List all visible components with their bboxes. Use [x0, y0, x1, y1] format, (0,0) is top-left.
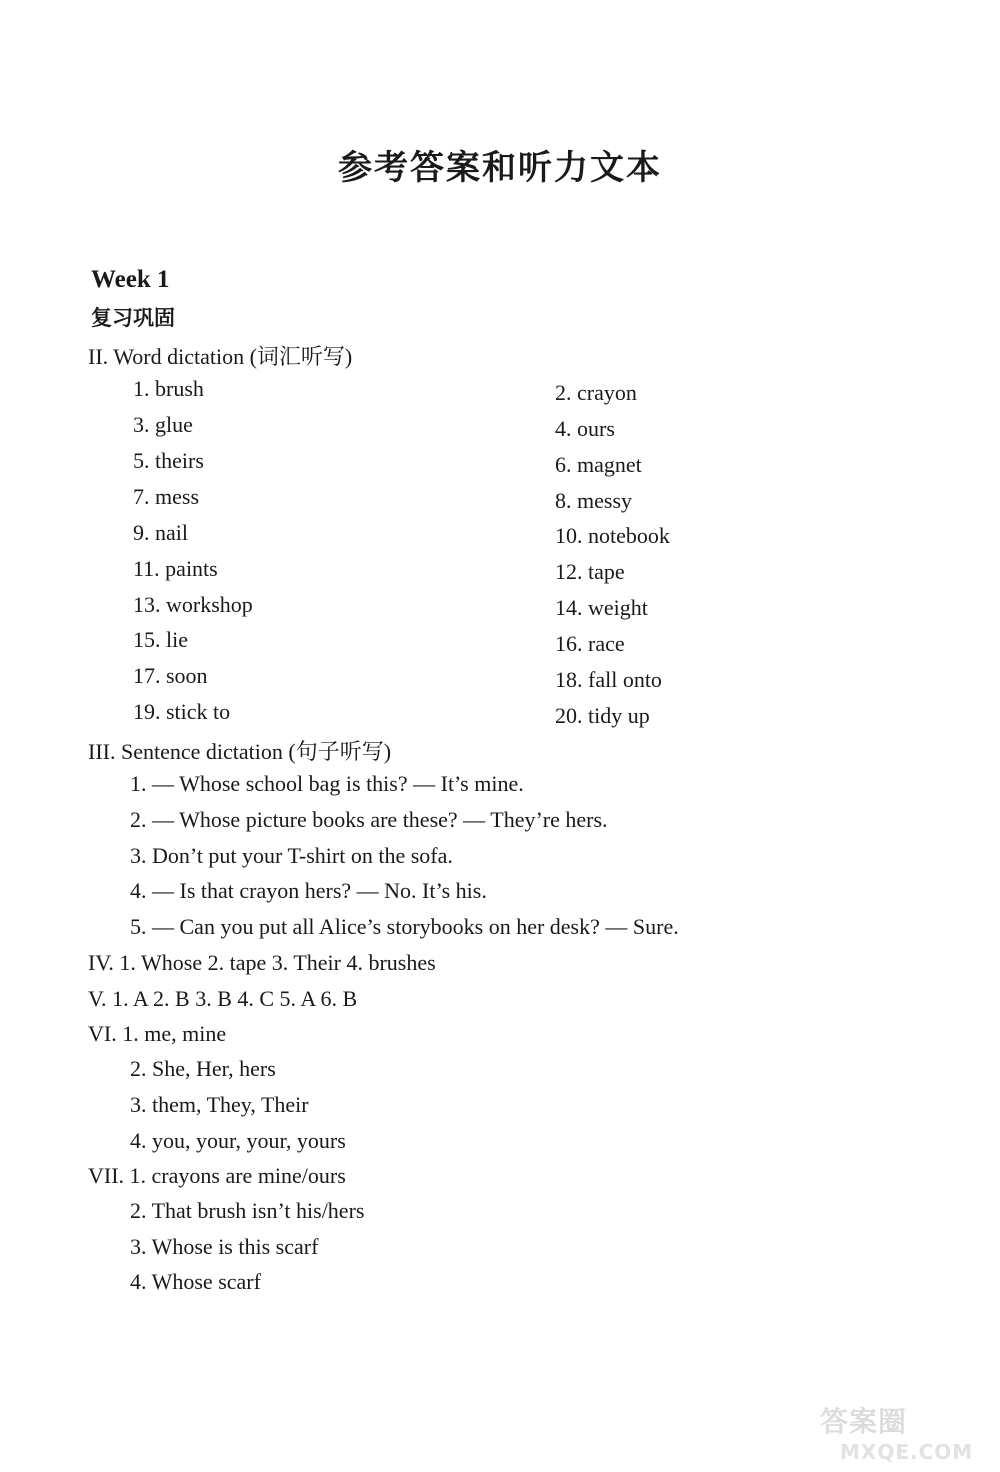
review-heading: 复习巩固 [91, 306, 175, 330]
watermark-url: MXQE.COM [840, 1440, 974, 1464]
section-4-answers: 1. Whose 2. tape 3. Their 4. brushes [119, 950, 436, 975]
word-item: 17. soon [133, 663, 208, 688]
sentence-item: 1. — Whose school bag is this? — It’s mine. [130, 771, 524, 796]
section-3-heading [88, 735, 391, 766]
section-7-item: 4. Whose scarf [130, 1269, 261, 1294]
sentence-item: 3. Don’t put your T-shirt on the sofa. [130, 843, 453, 868]
section-3-title: Sentence dictation (句子听写) [120, 739, 392, 764]
section-2-label: II. [88, 344, 109, 369]
section-6 [88, 1021, 226, 1047]
section-6-label: VI. [88, 1021, 117, 1046]
word-item: 7. mess [133, 484, 199, 509]
word-item: 3. glue [133, 412, 193, 437]
section-2-heading [88, 340, 352, 371]
word-item: 20. tidy up [555, 703, 650, 728]
section-2-title: Word dictation (词汇听写) [113, 344, 353, 369]
word-item: 9. nail [133, 520, 188, 545]
section-4-label: IV. [88, 950, 114, 975]
week-heading: Week 1 [91, 266, 170, 293]
word-item: 10. notebook [555, 523, 670, 548]
word-item: 12. tape [555, 559, 625, 584]
section-7-item: 2. That brush isn’t his/hers [130, 1198, 365, 1223]
section-7 [88, 1163, 346, 1189]
section-4 [88, 950, 436, 976]
section-5 [88, 986, 357, 1012]
section-6-item: 2. She, Her, hers [130, 1056, 276, 1081]
section-5-answers: 1. A 2. B 3. B 4. C 5. A 6. B [112, 986, 358, 1011]
section-7-label: VII. [88, 1163, 125, 1188]
section-5-label: V. [88, 986, 107, 1011]
sentence-item: 5. — Can you put all Alice’s storybooks on her desk? — Sure. [130, 914, 679, 939]
word-item: 14. weight [555, 595, 648, 620]
word-item: 1. brush [133, 376, 204, 401]
sentence-item: 2. — Whose picture books are these? — They’re hers. [130, 807, 608, 832]
word-item: 8. messy [555, 488, 632, 513]
word-item: 18. fall onto [555, 667, 662, 692]
word-item: 2. crayon [555, 380, 637, 405]
word-item: 6. magnet [555, 452, 642, 477]
word-item: 15. lie [133, 627, 188, 652]
section-6-item: 3. them, They, Their [130, 1092, 309, 1117]
section-3-label: III. [88, 739, 116, 764]
word-item: 4. ours [555, 416, 615, 441]
word-item: 13. workshop [133, 592, 253, 617]
section-6-item: 4. you, your, your, yours [130, 1128, 346, 1153]
word-item: 5. theirs [133, 448, 204, 473]
section-6-item: 1. me, mine [122, 1021, 227, 1046]
section-7-item: 3. Whose is this scarf [130, 1234, 319, 1259]
word-item: 19. stick to [133, 699, 231, 724]
watermark-logo: 答案圈 [820, 1405, 908, 1438]
sentence-item: 4. — Is that crayon hers? — No. It’s his. [130, 878, 487, 903]
word-item: 11. paints [133, 556, 218, 581]
section-7-item: 1. crayons are mine/ours [129, 1163, 346, 1188]
page-title: 参考答案和听力文本 [338, 148, 662, 188]
word-item: 16. race [555, 631, 625, 656]
